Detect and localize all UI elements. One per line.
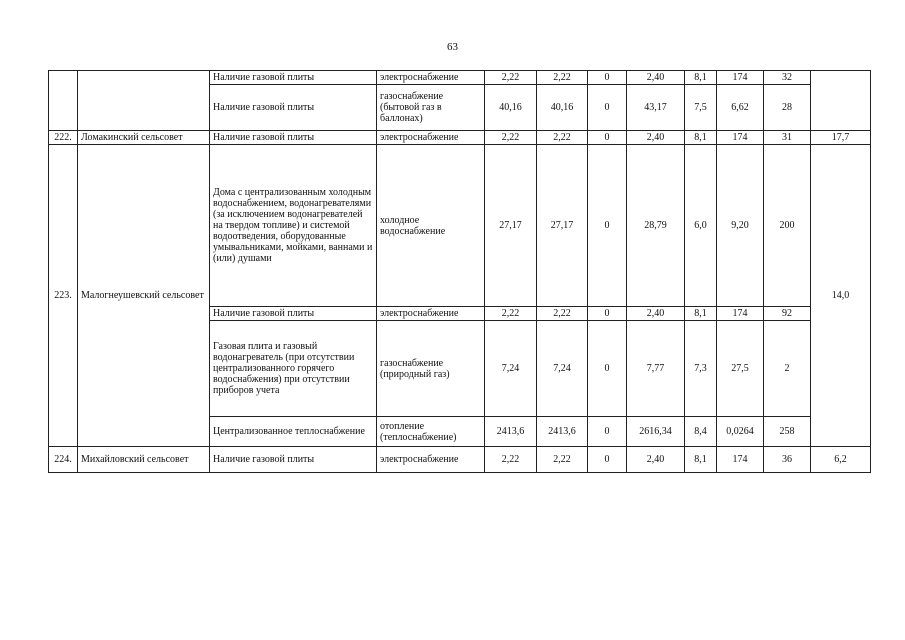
value-cell: 92 <box>764 307 811 321</box>
resource-cell: газоснабжение (природный газ) <box>377 321 485 417</box>
resource-cell: отопление (теплоснабжение) <box>377 417 485 447</box>
value-cell: 174 <box>717 131 764 145</box>
coefficient-cell: 14,0 <box>811 145 871 447</box>
value-cell: 28,79 <box>627 145 685 307</box>
value-cell: 27,17 <box>485 145 537 307</box>
row-number-cell <box>49 71 78 131</box>
value-cell: 0,0264 <box>717 417 764 447</box>
value-cell: 43,17 <box>627 85 685 131</box>
coefficient-cell: 17,7 <box>811 131 871 145</box>
value-cell: 174 <box>717 307 764 321</box>
row-number-cell: 222. <box>49 131 78 145</box>
value-cell: 0 <box>588 85 627 131</box>
value-cell: 27,17 <box>537 145 588 307</box>
resource-cell: электроснабжение <box>377 131 485 145</box>
value-cell: 2,40 <box>627 307 685 321</box>
tariff-table <box>48 70 871 473</box>
value-cell: 7,5 <box>685 85 717 131</box>
value-cell: 0 <box>588 131 627 145</box>
value-cell: 6,62 <box>717 85 764 131</box>
table-row <box>49 131 871 145</box>
value-cell: 0 <box>588 145 627 307</box>
resource-cell: газоснабжение (бытовой газ в баллонах) <box>377 85 485 131</box>
resource-cell: электроснабжение <box>377 447 485 473</box>
value-cell: 2,22 <box>537 71 588 85</box>
value-cell: 8,1 <box>685 131 717 145</box>
value-cell: 2,22 <box>485 307 537 321</box>
value-cell: 0 <box>588 447 627 473</box>
value-cell: 8,1 <box>685 447 717 473</box>
value-cell: 7,3 <box>685 321 717 417</box>
value-cell: 31 <box>764 131 811 145</box>
territory-cell: Михайловский сельсовет <box>78 447 210 473</box>
value-cell: 2,40 <box>627 447 685 473</box>
value-cell: 2,22 <box>537 131 588 145</box>
table-row <box>49 145 871 307</box>
description-cell: Наличие газовой плиты <box>210 71 377 85</box>
value-cell: 2 <box>764 321 811 417</box>
value-cell: 0 <box>588 71 627 85</box>
value-cell: 8,4 <box>685 417 717 447</box>
description-cell: Наличие газовой плиты <box>210 85 377 131</box>
table-row <box>49 447 871 473</box>
value-cell: 8,1 <box>685 71 717 85</box>
value-cell: 2413,6 <box>485 417 537 447</box>
value-cell: 0 <box>588 307 627 321</box>
description-cell: Наличие газовой плиты <box>210 307 377 321</box>
territory-cell: Ломакинский сельсовет <box>78 131 210 145</box>
description-cell: Наличие газовой плиты <box>210 447 377 473</box>
value-cell: 174 <box>717 71 764 85</box>
value-cell: 36 <box>764 447 811 473</box>
value-cell: 258 <box>764 417 811 447</box>
coefficient-cell: 6,2 <box>811 447 871 473</box>
territory-cell: Малогнеушевский сельсовет <box>78 145 210 447</box>
page-number: 63 <box>447 41 458 53</box>
value-cell: 7,24 <box>485 321 537 417</box>
value-cell: 2,22 <box>537 447 588 473</box>
value-cell: 2,40 <box>627 71 685 85</box>
resource-cell: электроснабжение <box>377 71 485 85</box>
value-cell: 32 <box>764 71 811 85</box>
value-cell: 2,22 <box>485 71 537 85</box>
resource-cell: холодное водоснабжение <box>377 145 485 307</box>
value-cell: 2,40 <box>627 131 685 145</box>
value-cell: 27,5 <box>717 321 764 417</box>
table-row <box>49 71 871 85</box>
value-cell: 200 <box>764 145 811 307</box>
value-cell: 174 <box>717 447 764 473</box>
value-cell: 28 <box>764 85 811 131</box>
row-number-cell: 223. <box>49 145 78 447</box>
value-cell: 2,22 <box>485 447 537 473</box>
description-cell: Наличие газовой плиты <box>210 131 377 145</box>
value-cell: 6,0 <box>685 145 717 307</box>
value-cell: 0 <box>588 321 627 417</box>
description-cell: Дома с централизованным холодным водоснабжением, водонагревателями (за исключением водонагревателей на твердом топливе) и системой водоотведения, оборудованные умывальниками, мойками, ваннами и (или) душами <box>210 145 377 307</box>
value-cell: 2,22 <box>537 307 588 321</box>
value-cell: 7,24 <box>537 321 588 417</box>
value-cell: 40,16 <box>485 85 537 131</box>
value-cell: 2413,6 <box>537 417 588 447</box>
description-cell: Газовая плита и газовый водонагреватель (при отсутствии централизованного горячего водоснабжения) при отсутствии приборов учета <box>210 321 377 417</box>
description-cell: Централизованное теплоснабжение <box>210 417 377 447</box>
value-cell: 2,22 <box>485 131 537 145</box>
row-number-cell: 224. <box>49 447 78 473</box>
value-cell: 2616,34 <box>627 417 685 447</box>
value-cell: 7,77 <box>627 321 685 417</box>
value-cell: 0 <box>588 417 627 447</box>
value-cell: 40,16 <box>537 85 588 131</box>
resource-cell: электроснабжение <box>377 307 485 321</box>
value-cell: 9,20 <box>717 145 764 307</box>
coefficient-cell <box>811 71 871 131</box>
territory-cell <box>78 71 210 131</box>
value-cell: 8,1 <box>685 307 717 321</box>
